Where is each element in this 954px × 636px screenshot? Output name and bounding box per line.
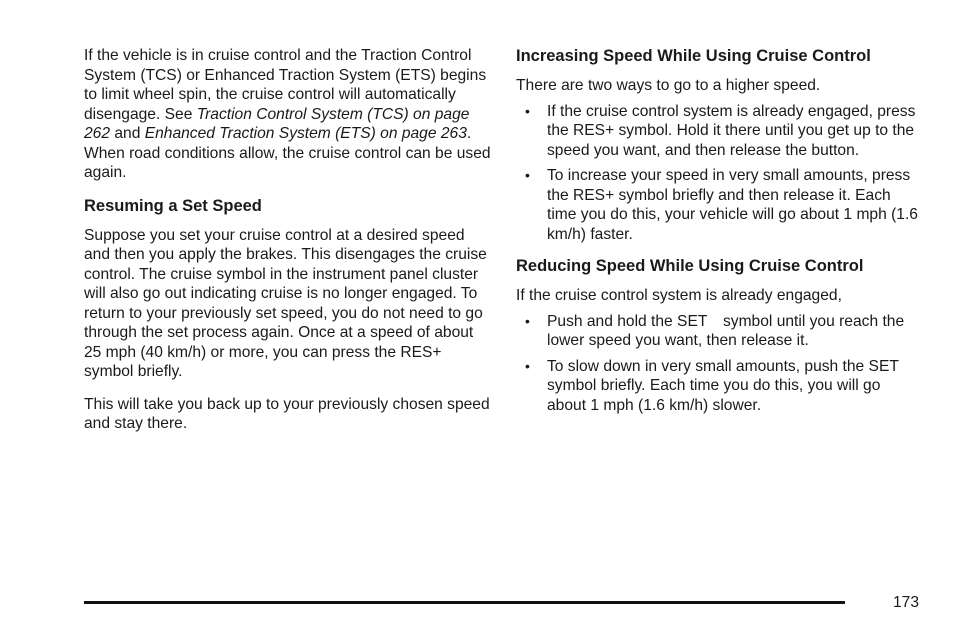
paragraph-back-up: This will take you back up to your previously chosen speed and stay there. <box>84 395 490 432</box>
right-column <box>516 46 922 421</box>
paragraph-tcs-disengage <box>84 46 492 183</box>
page-number: 173 <box>892 594 919 611</box>
list-item <box>516 166 922 244</box>
list-item <box>516 312 922 351</box>
footer-rule <box>84 601 845 604</box>
left-column <box>84 46 492 447</box>
list-item-text: To increase your speed in very small amounts, press the RES+ symbol briefly and then release it. Each time you do this, your vehicle will go about 1 mph (1.6 km/h) faster. <box>547 167 918 243</box>
paragraph-increasing-intro: There are two ways to go to a higher speed. <box>516 77 821 94</box>
cross-reference-tcs: Traction Control System (TCS) on page 262 <box>84 105 470 142</box>
cross-reference-ets: Enhanced Traction System (ETS) on page 263 <box>144 125 467 142</box>
list-item <box>516 102 922 161</box>
list-item-text: Push and hold the SET symbol until you reach the lower speed you want, then release it. <box>547 312 905 349</box>
bullet-icon: • <box>525 357 530 374</box>
section-heading-increasing: Increasing Speed While Using Cruise Control <box>516 47 871 65</box>
list-item-text: To slow down in very small amounts, push the SET symbol briefly. Each time you do this, you will go about 1 mph (1.6 km/h) slower. <box>547 357 915 414</box>
bullet-icon: • <box>525 167 530 183</box>
text-segment: and <box>110 125 145 142</box>
bullet-list-reducing <box>516 312 922 416</box>
list-item-text: If the cruise control system is already engaged, press the RES+ symbol. Hold it there until you get up to the speed you want, and then release the button. <box>547 102 916 159</box>
bullet-list-increasing <box>516 102 922 245</box>
text-segment: If the vehicle is in cruise control and the Traction Control System (TCS) or Enhanced Traction System (ETS) begins to limit wheel spin, the cruise control will automatically disengage. See <box>84 47 487 123</box>
section-heading-reducing: Reducing Speed While Using Cruise Control <box>516 257 864 275</box>
list-item <box>516 357 922 416</box>
paragraph-resuming: Suppose you set your cruise control at a desired speed and then you apply the brakes. This disengages the cruise control. The cruise symbol in the instrument panel cluster will also go out indicating cruise is no longer engaged. To return to your previously set speed, you do not need to go through the set process again. Once at a speed of about 25 mph (40 km/h) or more, you can press the RES+ symbol briefly. <box>84 226 487 380</box>
text-segment: . When road conditions allow, the cruise control can be used again. <box>84 125 491 181</box>
section-heading-resuming: Resuming a Set Speed <box>84 196 262 215</box>
bullet-icon: • <box>525 102 530 119</box>
bullet-icon: • <box>525 312 530 329</box>
paragraph-reducing-intro: If the cruise control system is already engaged, <box>516 287 842 304</box>
